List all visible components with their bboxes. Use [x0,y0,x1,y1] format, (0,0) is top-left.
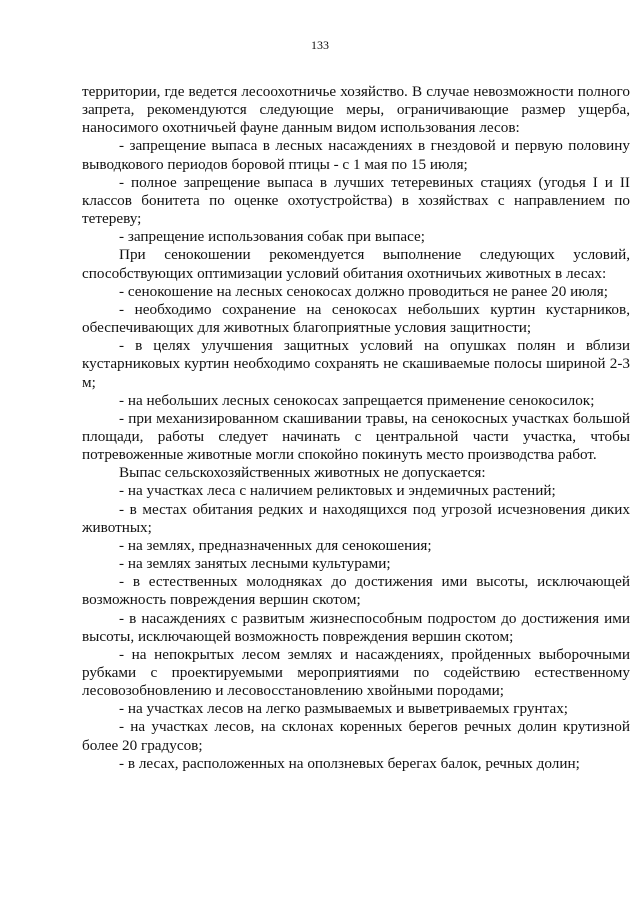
list-item: - полное запрещение выпаса в лучших тетеревиных стациях (угодья I и II классов бонитета по оценке охотустройства) в хозяйствах с направлением по тетереву; [82,173,630,228]
paragraph: территории, где ведется лесоохотничье хозяйство. В случае невозможности полного запрета, рекомендуются следующие меры, ограничивающие размер ущерба, наносимого охотничьей фауне данным видом использования лесов: [82,83,630,137]
list-item: - в естественных молодняках до достижения ими высоты, исключающей возможность повреждения вершин скотом; [82,573,630,609]
list-item: - необходимо сохранение на сенокосах небольших куртин кустарников, обеспечивающих для животных благоприятные условия защитности; [82,300,630,337]
list-item: - на участках лесов на легко размываемых и выветриваемых грунтах; [119,700,569,718]
list-item: - при механизированном скашивании травы, на сенокосных участках большой площади, работы следует начинать с центральной части участка, чтобы потревоженные животные могли спокойно покинуть место производства работ. [82,409,630,464]
document-body [82,83,630,773]
list-item: - в местах обитания редких и находящихся под угрозой исчезновения диких животных; [82,500,630,536]
paragraph: Выпас сельскохозяйственных животных не допускается: [119,464,486,482]
list-item: - на непокрытых лесом землях и насаждениях, пройденных выборочными рубками с проектируемыми мероприятиями по содействию естественному лесовозобновлению и лесовосстановлению хвойными породами; [82,645,630,700]
list-item: - в лесах, расположенных на оползневых берегах балок, речных долин; [119,754,580,772]
list-item: - на участках леса с наличием реликтовых и эндемичных растений; [119,482,556,500]
list-item: - запрещение выпаса в лесных насаждениях в гнездовой и первую половину выводкового периодов боровой птицы - с 1 мая по 15 июля; [82,137,630,173]
list-item: - на землях, предназначенных для сенокошения; [119,536,432,554]
list-item: - на участках лесов, на склонах коренных берегов речных долин крутизной более 20 градусов; [82,718,630,754]
list-item: - в насаждениях с развитым жизнеспособным подростом до достижения ими высоты, исключающей возможность повреждения вершин скотом; [82,609,630,645]
list-item: - в целях улучшения защитных условий на опушках полян и вблизи кустарниковых куртин необходимо сохранять не скашиваемые полосы шириной 2-3 м; [82,337,630,391]
page-number: 133 [311,38,329,52]
list-item: - на землях занятых лесными культурами; [119,555,391,573]
list-item: - сенокошение на лесных сенокосах должно проводиться не ранее 20 июля; [119,282,608,300]
list-item: - запрещение использования собак при выпасе; [119,228,425,246]
list-item: - на небольших лесных сенокосах запрещается применение сенокосилок; [119,391,595,409]
paragraph: При сенокошении рекомендуется выполнение следующих условий, способствующих оптимизации условий обитания охотничьих животных в лесах: [82,246,630,282]
